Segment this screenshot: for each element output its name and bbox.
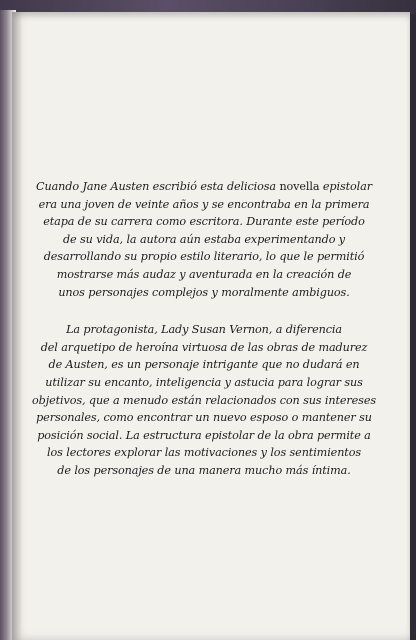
text-line <box>24 248 384 266</box>
text-line <box>24 339 384 357</box>
text-line <box>24 409 384 427</box>
text-run: los lectores explorar las motivaciones y los sentimientos <box>47 446 361 460</box>
text-run: utilizar su encanto, inteligencia y astucia para lograr sus <box>45 375 363 389</box>
text-line <box>24 266 384 284</box>
text-line <box>24 427 384 445</box>
text-line <box>24 444 384 462</box>
text-run: era una joven de veinte años y se encontraba en la primera <box>38 197 370 211</box>
text-line <box>24 231 384 249</box>
text-line <box>24 356 384 374</box>
text-run: de los personajes de una manera mucho más íntima. <box>57 463 351 477</box>
text-run: Cuando Jane Austen escribió esta deliciosa <box>36 180 280 193</box>
text-line <box>24 321 384 339</box>
text-run: personales, como encontrar un nuevo esposo o mantener su <box>36 411 372 425</box>
text-line <box>24 374 384 392</box>
text-line <box>24 462 384 480</box>
text-line <box>24 284 384 302</box>
text-run: de Austen, es un personaje intrigante que no dudará en <box>48 358 360 372</box>
text-run: etapa de su carrera como escritora. Durante este período <box>43 215 365 229</box>
upright-text-run: novella <box>279 180 320 193</box>
text-run: desarrollando su propio estilo literario, lo que le permitió <box>43 250 365 264</box>
text-line <box>24 392 384 410</box>
text-run: unos personajes complejos y moralmente ambiguos. <box>58 285 350 299</box>
paragraph-1 <box>24 178 384 301</box>
text-run: posición social. La estructura epistolar de la obra permite a <box>37 428 371 442</box>
text-line <box>24 213 384 231</box>
text-line <box>24 178 384 196</box>
paragraph-2 <box>24 321 384 479</box>
body-text <box>24 178 384 480</box>
text-run: de su vida, la autora aún estaba experimentando y <box>62 232 346 246</box>
text-run: objetivos, que a menudo están relacionados con sus intereses <box>32 393 376 407</box>
text-run: epistolar <box>319 180 372 193</box>
text-run: La protagonista, Lady Susan Vernon, a diferencia <box>66 323 342 337</box>
text-line <box>24 196 384 214</box>
text-run: mostrarse más audaz y aventurada en la creación de <box>56 267 352 281</box>
text-run: del arquetipo de heroína virtuosa de las obras de madurez <box>40 340 368 354</box>
page-fold-shadow <box>12 12 22 640</box>
